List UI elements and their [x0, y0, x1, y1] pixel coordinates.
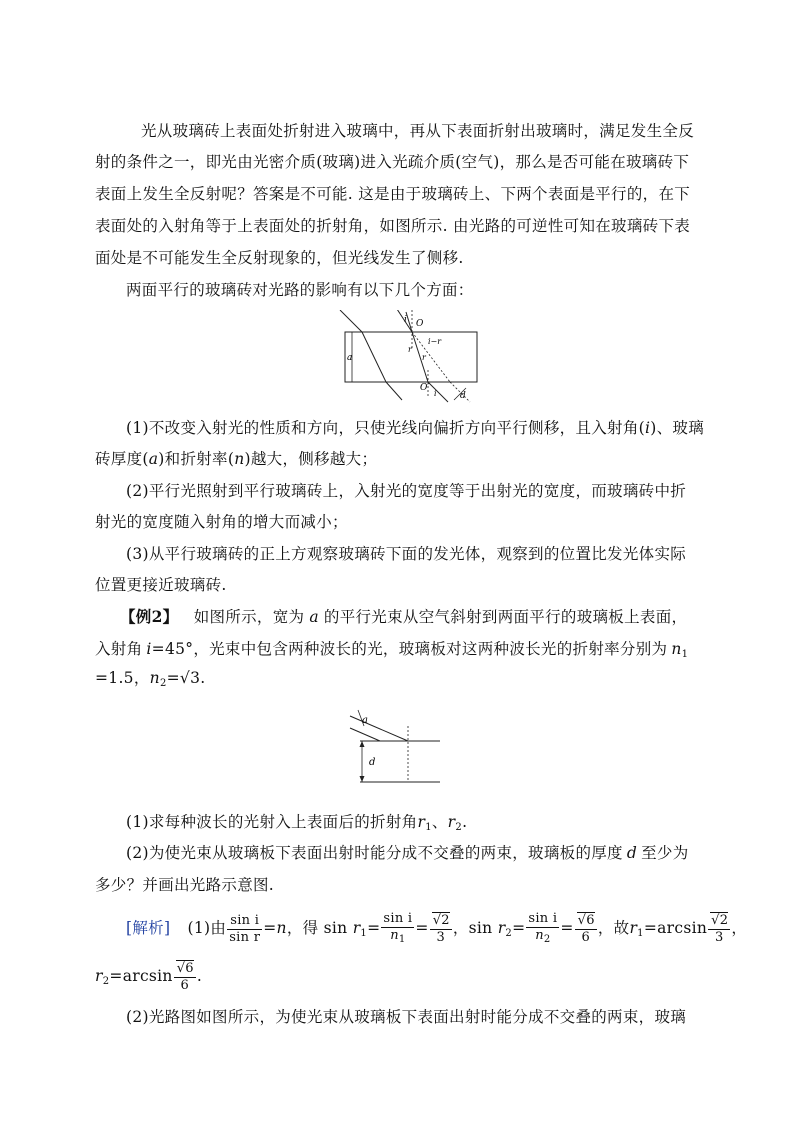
- q1-sub2: 2: [455, 822, 463, 833]
- example-line-2: [95, 639, 688, 665]
- figure-glass-slab: [330, 310, 490, 405]
- example-sub-2: 2: [159, 678, 167, 689]
- example-l3a: =1.5，: [95, 669, 150, 687]
- q2-line-1: [126, 843, 689, 863]
- q1-sub1: 1: [425, 822, 432, 833]
- solution-s1: (1)由: [187, 919, 227, 937]
- frac-sini-n2: $\frac{\text{sin i}}{n_2}$: [528, 910, 558, 945]
- fig1-label-ir: i−r: [428, 337, 442, 346]
- fig1-label-i2: i: [434, 389, 437, 398]
- example-sub-1: 1: [681, 649, 689, 660]
- item1-var-i: i: [645, 419, 651, 437]
- example-var-i: i: [146, 640, 152, 658]
- item1-line-2: [95, 449, 377, 469]
- item1-line-1: [126, 418, 704, 438]
- q2-l1b: 至少为: [641, 844, 689, 862]
- fig1-label-d: d: [460, 391, 466, 401]
- item1-var-a: a: [148, 450, 159, 468]
- fig1-label-a: a: [347, 353, 353, 363]
- figure-parallel-beam: [340, 708, 450, 788]
- example-var-a: a: [309, 608, 319, 626]
- frac-sini-n1: $\frac{\text{sin i}}{n_1}$: [383, 910, 413, 945]
- solution-line-2: $r_2=\arcsin$ $\frac{√6}{6}$ .: [95, 960, 203, 993]
- para-last: (2)光路图如图所示，为使光束从玻璃板下表面出射时能分成不交叠的两束，玻璃: [126, 1008, 687, 1026]
- q1-end: .: [462, 813, 468, 831]
- example-l3c: .: [200, 669, 206, 687]
- frac-arcsin-sqrt2-3: $\frac{√2}{3}$: [708, 913, 730, 946]
- fig2-label-a: a: [362, 715, 368, 726]
- solution-label: [解析]: [126, 919, 171, 937]
- frac-sqrt6-6: $\frac{√6}{6}$: [575, 913, 597, 946]
- para1-line-3: 表面上发生全反射呢？答案是不可能. 这是由于玻璃砖上、下两个表面是平行的，在下: [95, 185, 691, 203]
- q2-l1a: (2)为使光束从玻璃板下表面出射时能分成不交叠的两束，玻璃板的厚度: [126, 844, 623, 862]
- para1-line-5: 面处是不可能发生全反射现象的，但光线发生了侧移.: [95, 249, 464, 267]
- q2-var-d: d: [626, 844, 638, 862]
- item3-line-1: (3)从平行玻璃砖的正上方观察玻璃砖下面的发光体，观察到的位置比发光体实际: [126, 545, 687, 563]
- q1-sep: 、: [431, 813, 448, 831]
- q1-text: (1)求每种波长的光射入上表面后的折射角: [126, 813, 418, 831]
- item2-line-1: (2)平行光照射到平行玻璃砖上，入射光的宽度等于出射光的宽度，而玻璃砖中折: [126, 482, 687, 500]
- example-var-n2: n: [149, 669, 160, 687]
- item1-l2a: 砖厚度(: [95, 450, 149, 468]
- q1-r2: r: [447, 813, 456, 831]
- item1-l2c: )越大，侧移越大；: [244, 450, 378, 468]
- item1-var-n: n: [234, 450, 245, 468]
- example-line-3: [95, 668, 205, 694]
- fig1-label-r2: r: [422, 353, 426, 362]
- item1-l1b: )、玻璃: [650, 419, 705, 437]
- example-label: 【例2】: [120, 607, 179, 626]
- frac-sqrt2-3: $\frac{√2}{3}$: [430, 913, 452, 946]
- example-line-1: [120, 607, 687, 627]
- example-l1a: 如图所示，宽为: [193, 608, 305, 626]
- item2-line-2: 射光的宽度随入射角的增大而减小；: [95, 513, 348, 531]
- fig1-label-i: i: [404, 315, 407, 325]
- q1-r1: r: [417, 813, 426, 831]
- frac-sini-sinr: $\frac{\text{sin i}}{\text{sin r}}$: [229, 912, 261, 945]
- fig1-label-r1: r: [408, 345, 412, 354]
- example-var-n1: n: [671, 640, 682, 658]
- para2: 两面平行的玻璃砖对光路的影响有以下几个方面：: [126, 281, 474, 299]
- solution-line-1: [解析] (1)由 $\frac{\text{sin i}}{\text{sin r}}$ =n，得 $\sin r_1=$ $\frac{\text{sin i}}{n_1}$ = $\frac{√2}{3}$ ，$\sin r_2=$ $\frac{\text{sin i}}{n_2}$ = $\frac{√6}{6}$ ，故$r_1=\arcsin$ $\frac{√2}{3}$ ，: [126, 910, 747, 952]
- para1-line-2: 射的条件之一，即光由光密介质(玻璃)进入光疏介质(空气)，那么是否可能在玻璃砖下: [95, 153, 690, 171]
- item1-l1a: (1)不改变入射光的性质和方向，只使光线向偏折方向平行侧移，且入射角(: [126, 419, 646, 437]
- example-sqrt3: √3: [179, 669, 201, 687]
- fig1-label-O: O: [416, 319, 424, 329]
- fig2-label-d: d: [369, 757, 376, 768]
- example-l2b: =45°，光束中包含两种波长的光，玻璃板对这两种波长光的折射率分别为: [151, 640, 668, 658]
- fig1-label-Oprime: O′: [420, 383, 430, 393]
- example-l3b: =: [166, 669, 180, 687]
- item3-line-2: 位置更接近玻璃砖.: [95, 576, 227, 594]
- example-l1b: 的平行光束从空气斜射到两面平行的玻璃板上表面，: [323, 608, 688, 626]
- q2-line-2: 多少？并画出光路示意图.: [95, 876, 275, 894]
- para1-line-4: 表面处的入射角等于上表面处的折射角，如图所示. 由光路的可逆性可知在玻璃砖下表: [95, 217, 691, 235]
- example-l2a: 入射角: [95, 640, 143, 658]
- q1-line: [126, 812, 467, 838]
- para1-line-1: 光从玻璃砖上表面处折射进入玻璃中，再从下表面折射出玻璃时，满足发生全反: [141, 122, 695, 140]
- frac-arcsin-sqrt6-6: $\frac{√6}{6}$: [174, 961, 196, 994]
- item1-l2b: )和折射率(: [158, 450, 235, 468]
